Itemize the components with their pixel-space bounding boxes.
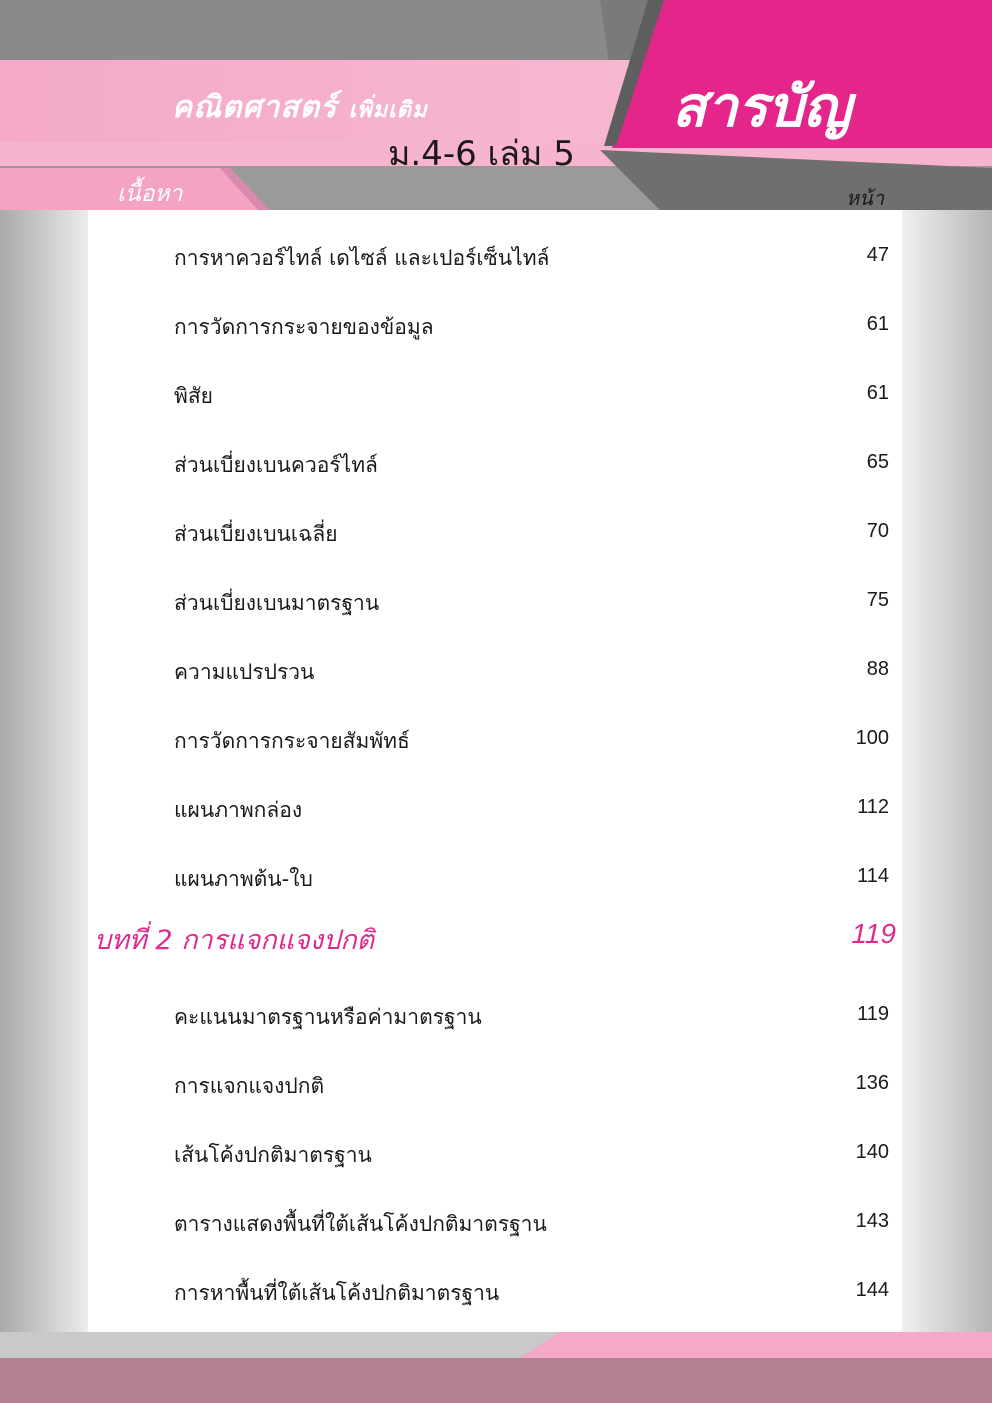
entry-title: ความแปรปรวน bbox=[174, 660, 315, 684]
entry-title: คะแนนมาตรฐานหรือค่ามาตรฐาน bbox=[174, 1005, 482, 1029]
entry-page: 88 bbox=[866, 658, 889, 680]
toc-entry[interactable] bbox=[0, 222, 992, 291]
entry-page: 140 bbox=[855, 1141, 889, 1163]
entry-title: แผนภาพกล่อง bbox=[174, 798, 303, 822]
entry-title: ส่วนเบี่ยงเบนเฉลี่ย bbox=[174, 522, 338, 546]
entry-title: ตารางแสดงพื้นที่ใต้เส้นโค้งปกติมาตรฐาน bbox=[174, 1212, 547, 1236]
toc-entry[interactable] bbox=[0, 843, 992, 912]
toc-title: สารบัญ bbox=[672, 75, 851, 140]
toc-entry[interactable] bbox=[0, 636, 992, 705]
toc-entry[interactable] bbox=[0, 1188, 992, 1257]
toc-entry[interactable] bbox=[0, 981, 992, 1050]
entry-title: เส้นโค้งปกติมาตรฐาน bbox=[174, 1143, 372, 1167]
entry-page: 143 bbox=[855, 1210, 889, 1232]
entry-page: 114 bbox=[857, 865, 889, 887]
entry-title: การแจกแจงปกติ bbox=[174, 1074, 325, 1098]
subject-title bbox=[172, 84, 427, 131]
toc-entry[interactable] bbox=[0, 774, 992, 843]
entry-title: การวัดการกระจายสัมพัทธ์ bbox=[174, 729, 410, 753]
entry-title: การหาพื้นที่ใต้เส้นโค้งปกติมาตรฐาน bbox=[174, 1281, 500, 1305]
entry-page: 100 bbox=[855, 727, 889, 749]
entry-page: 70 bbox=[866, 520, 889, 542]
toc-entry[interactable] bbox=[0, 291, 992, 360]
entry-page: 75 bbox=[866, 589, 889, 611]
toc-list bbox=[0, 222, 992, 1326]
page-label: หน้า bbox=[846, 186, 885, 210]
entry-title: การหาควอร์ไทล์ เดไซล์ และเปอร์เซ็นไทล์ bbox=[174, 246, 550, 270]
entry-title: ส่วนเบี่ยงเบนมาตรฐาน bbox=[174, 591, 380, 615]
entry-page: 119 bbox=[857, 1003, 889, 1025]
entry-title: ส่วนเบี่ยงเบนควอร์ไทล์ bbox=[174, 453, 378, 477]
entry-title: พิสัย bbox=[174, 384, 213, 408]
chapter-page: 119 bbox=[851, 918, 896, 949]
chapter-title: บทที่ 2 การแจกแจงปกติ bbox=[94, 925, 375, 956]
toc-entry[interactable] bbox=[0, 429, 992, 498]
entry-title: การวัดการกระจายของข้อมูล bbox=[174, 315, 434, 339]
toc-entry[interactable] bbox=[0, 1050, 992, 1119]
entry-page: 61 bbox=[866, 382, 889, 404]
entry-page: 136 bbox=[855, 1072, 889, 1094]
entry-page: 61 bbox=[866, 313, 889, 335]
entry-page: 65 bbox=[866, 451, 889, 473]
toc-entry[interactable] bbox=[0, 567, 992, 636]
grade-volume: ม.4-6 เล่ม 5 bbox=[388, 134, 575, 174]
toc-chapter-heading[interactable] bbox=[0, 912, 992, 981]
toc-entry[interactable] bbox=[0, 498, 992, 567]
entry-title: แผนภาพต้น-ใบ bbox=[174, 867, 313, 891]
toc-entry[interactable] bbox=[0, 1257, 992, 1326]
subject-main: คณิตศาสตร์ bbox=[172, 90, 338, 125]
toc-entry[interactable] bbox=[0, 705, 992, 774]
toc-entry[interactable] bbox=[0, 1119, 992, 1188]
entry-page: 144 bbox=[855, 1279, 889, 1301]
toc-entry[interactable] bbox=[0, 360, 992, 429]
entry-page: 47 bbox=[866, 244, 889, 266]
entry-page: 112 bbox=[857, 796, 889, 818]
content-label: เนื้อหา bbox=[117, 181, 183, 207]
subject-extra: เพิ่มเติม bbox=[348, 98, 428, 123]
